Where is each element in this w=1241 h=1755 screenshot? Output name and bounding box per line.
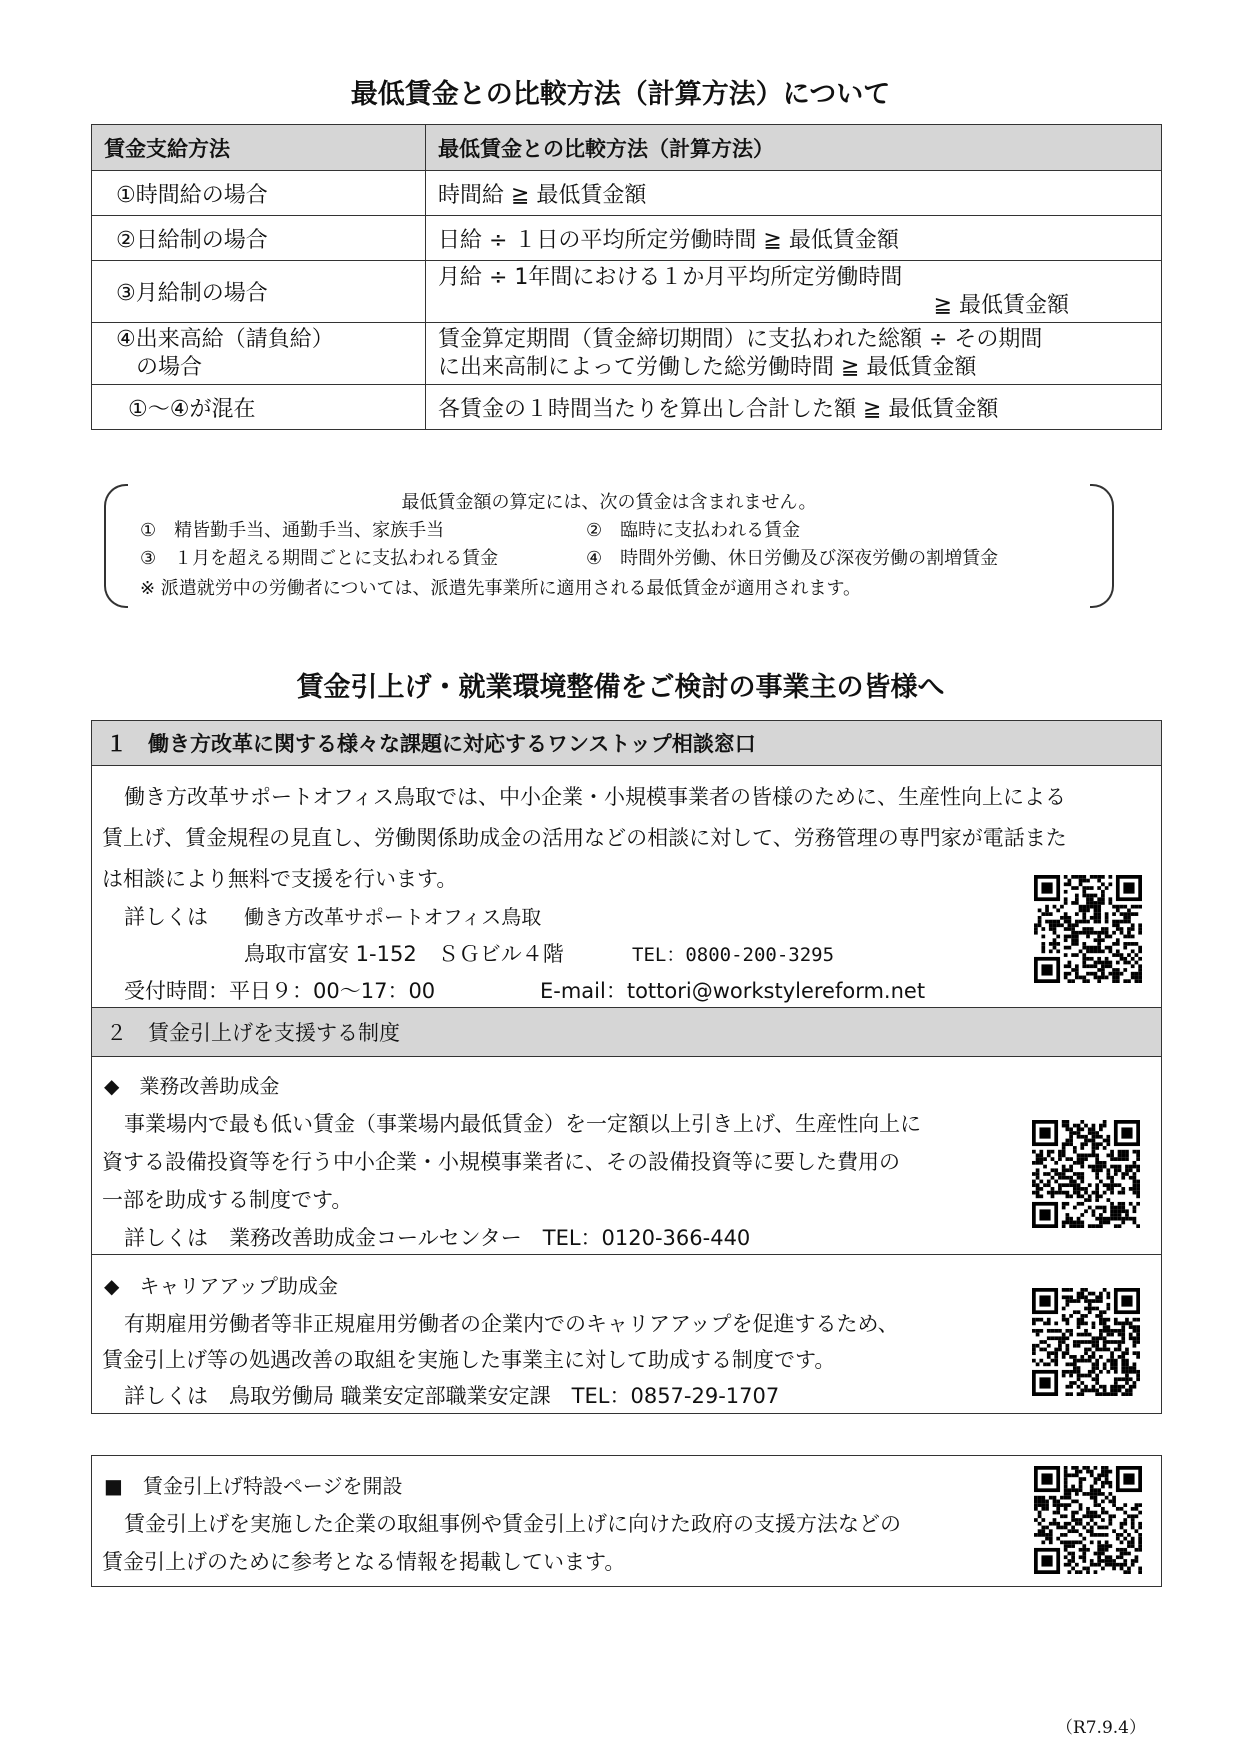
- body-line: 賃金引上げのために参考となる情報を掲載しています。: [102, 1550, 626, 1574]
- qr-code-icon[interactable]: [1034, 1466, 1142, 1574]
- body-line: は相談により無料で支援を行います。: [102, 867, 458, 891]
- qr-code-icon[interactable]: [1032, 1120, 1140, 1228]
- table-cell: ③月給制の場合: [92, 261, 426, 323]
- calc-line: ≧ 最低賃金額: [933, 292, 1069, 318]
- table-cell: 時間給 ≧ 最低賃金額: [426, 171, 1162, 216]
- revision-date: （R7.9.4）: [1055, 1718, 1146, 1738]
- body-line: 事業場内で最も低い賃金（事業場内最低賃金）を一定額以上引き上げ、生産性向上に: [124, 1112, 922, 1136]
- table-row: [92, 323, 1162, 385]
- table-cell: 日給 ÷ １日の平均所定労働時間 ≧ 最低賃金額: [426, 216, 1162, 261]
- body-line: 有期雇用労働者等非正規雇用労働者の企業内でのキャリアアップを促進するため、: [124, 1312, 899, 1336]
- email: E-mail：tottori@workstylereform.net: [540, 979, 926, 1003]
- page-title: 最低賃金との比較方法（計算方法）について: [350, 79, 891, 110]
- body-line: 働き方改革サポートオフィス鳥取では、中小企業・小規模事業者の皆様のために、生産性向上による: [124, 785, 1067, 809]
- tel: TEL：0800-200-3295: [632, 944, 835, 966]
- special-page-box: [91, 1455, 1162, 1587]
- body-line: 一部を助成する制度です。: [102, 1188, 353, 1212]
- note-title: 最低賃金額の算定には、次の賃金は含まれません。: [401, 492, 817, 513]
- calc-line: 賃金算定期間（賃金締切期間）に支払われた総額 ÷ その期間: [438, 326, 1043, 352]
- comparison-table: [91, 124, 1162, 430]
- table-row: [92, 385, 1162, 430]
- note-item: ③ １月を超える期間ごとに支払われる賃金: [140, 548, 499, 569]
- body-line: 賃金引上げ等の処遇改善の取組を実施した事業主に対して助成する制度です。: [102, 1348, 836, 1372]
- subsection-title: ◆ 業務改善助成金: [104, 1074, 280, 1098]
- table-header-row: [92, 125, 1162, 171]
- detail-line: 詳しくは 鳥取労働局 職業安定部職業安定課 TEL：0857-29-1707: [124, 1384, 780, 1408]
- org-name: 働き方改革サポートオフィス鳥取: [244, 905, 542, 929]
- address: 鳥取市富安 1-152 ＳＧビル４階: [244, 942, 564, 966]
- table-row: [92, 261, 1162, 323]
- calc-line: 月給 ÷ 1年間における１か月平均所定労働時間: [438, 264, 903, 290]
- note-item: ② 臨時に支払われる賃金: [586, 520, 801, 541]
- method-line: の場合: [136, 354, 203, 380]
- note-remark: ※ 派遣就労中の労働者については、派遣先事業所に適用される最低賃金が適用されます。: [140, 578, 861, 599]
- table-cell: ①時間給の場合: [92, 171, 426, 216]
- box-header: １ 働き方改革に関する様々な課題に対応するワンストップ相談窓口: [92, 721, 1161, 766]
- body-line: 賃金引上げを実施した企業の取組事例や賃金引上げに向けた政府の支援方法などの: [124, 1512, 901, 1536]
- box-header: ２ 賃金引上げを支援する制度: [92, 1008, 1161, 1057]
- table-cell: ①～④が混在: [92, 385, 426, 430]
- body-line: 資する設備投資等を行う中小企業・小規模事業者に、その設備投資等に要した費用の: [102, 1150, 900, 1174]
- table-cell: ②日給制の場合: [92, 216, 426, 261]
- calc-line: に出来高制によって労働した総労働時間 ≧ 最低賃金額: [438, 354, 977, 380]
- qr-code-icon[interactable]: [1034, 875, 1142, 983]
- qr-code-icon[interactable]: [1032, 1288, 1140, 1396]
- table-cell: 各賃金の１時間当たりを算出し合計した額 ≧ 最低賃金額: [426, 385, 1162, 430]
- method-line: ④出来高給（請負給）: [116, 326, 334, 352]
- table-row: [92, 171, 1162, 216]
- table-row: [92, 216, 1162, 261]
- exclusion-note: [104, 484, 1114, 604]
- note-item: ④ 時間外労働、休日労働及び深夜労働の割増賃金: [586, 548, 999, 569]
- table-cell: [92, 323, 426, 385]
- detail-line: 詳しくは 業務改善助成金コールセンター TEL：0120-366-440: [124, 1226, 751, 1250]
- section-title: 賃金引上げ・就業環境整備をご検討の事業主の皆様へ: [296, 672, 945, 703]
- support-box: [91, 1007, 1162, 1414]
- consultation-box: [91, 720, 1162, 1009]
- table-cell: [426, 323, 1162, 385]
- note-item: ① 精皆勤手当、通勤手当、家族手当: [140, 520, 445, 541]
- divider: [92, 1254, 1161, 1255]
- subsection-title: ◆ キャリアアップ助成金: [104, 1274, 338, 1298]
- subsection-title: ■ 賃金引上げ特設ページを開設: [104, 1474, 403, 1498]
- table-header: 最低賃金との比較方法（計算方法）: [426, 125, 1162, 171]
- table-cell: [426, 261, 1162, 323]
- hours: 受付時間：平日９：00～17：00: [124, 979, 436, 1003]
- table-header: 賃金支給方法: [92, 125, 426, 171]
- detail-label: 詳しくは: [124, 905, 208, 929]
- body-line: 賃上げ、賃金規程の見直し、労働関係助成金の活用などの相談に対して、労務管理の専門家が電話また: [102, 826, 1067, 850]
